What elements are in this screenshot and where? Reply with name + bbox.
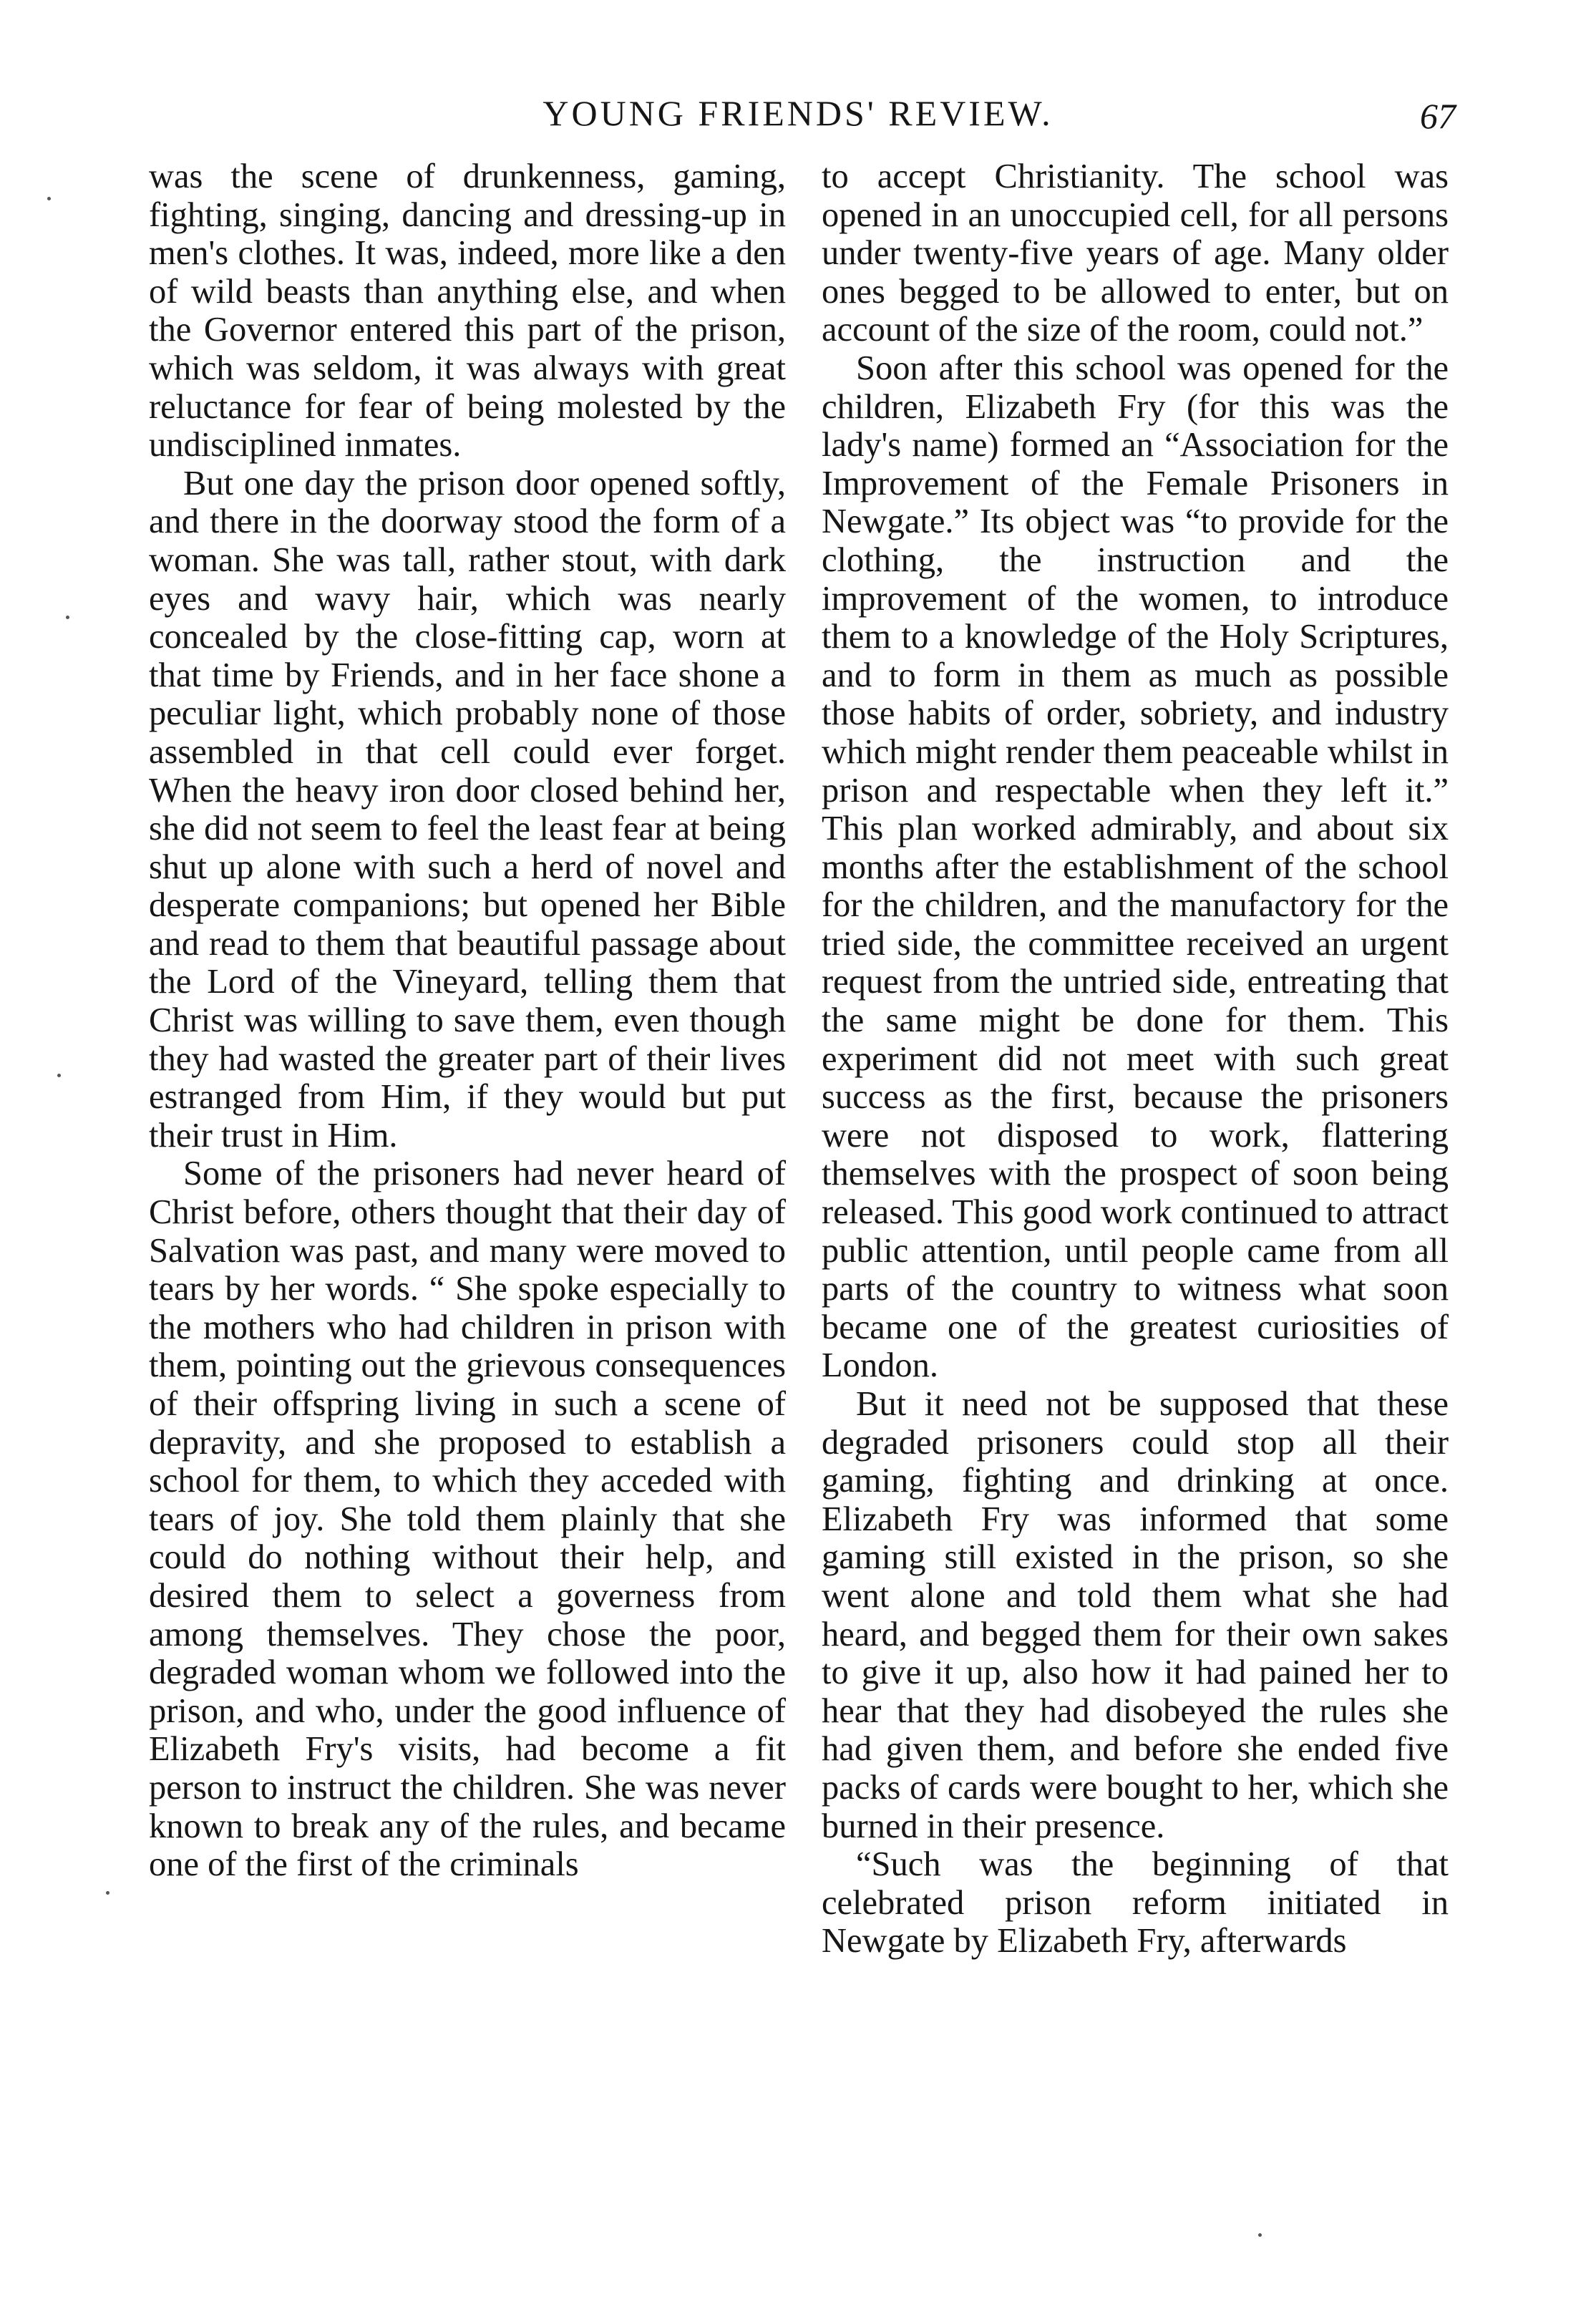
right-column — [822, 157, 1449, 1961]
page-header — [0, 92, 1596, 142]
paragraph: was the scene of drunkenness, gaming, fighting, singing, dancing and dressing-up in men's clothes. It was, indeed, more like a den of wild beasts than anything else, and when the Governor entered this part of the prison, which was seldom, it was always with great reluctance for fear of being molested by the undisciplined inmates. — [149, 157, 786, 465]
margin-speck — [66, 616, 69, 619]
paragraph: Some of the prisoners had never heard of Christ before, others thought that their day of Salvation was past, and many were moved to tears by her words. “ She spoke especially to the mothers who had children in prison with them, pointing out the grievous consequences of their offspring living in such a scene of depravity, and she proposed to establish a school for them, to which they acceded with tears of joy. She told them plainly that she could do nothing without their help, and desired them to select a governess from among themselves. They chose the poor, degraded woman whom we followed into the prison, and who, under the good influence of Elizabeth Fry's visits, had become a fit person to instruct the children. She was never known to break any of the rules, and became one of the first of the criminals — [149, 1155, 786, 1884]
paragraph: “Such was the beginning of that celebrated prison reform initiated in Newgate by Elizabeth Fry, afterwards — [822, 1845, 1449, 1961]
running-title: YOUNG FRIENDS' REVIEW. — [542, 93, 1054, 133]
margin-speck — [1258, 2233, 1262, 2237]
paragraph: Soon after this school was opened for the children, Elizabeth Fry (for this was the lady's name) formed an “Association for the Improvement of the Female Prisoners in Newgate.” Its object was “to provide for the clothing, the instruction and the improvement of the women, to introduce them to a knowledge of the Holy Scriptures, and to form in them as much as possible those habits of order, sobriety, and industry which might render them peaceable whilst in prison and respectable when they left it.” This plan worked admirably, and about six months after the establishment of the school for the children, and the manufactory for the tried side, the committee received an urgent request from the untried side, entreating that the same might be done for them. This experiment did not meet with such great success as the first, because the prisoners were not disposed to work, flattering themselves with the prospect of soon being released. This good work continued to attract public attention, until people came from all parts of the country to witness what soon became one of the greatest curiosities of London. — [822, 349, 1449, 1385]
page-number: 67 — [1420, 96, 1456, 136]
paragraph: But it need not be supposed that these degraded prisoners could stop all their gaming, fighting and drinking at once. Elizabeth Fry was informed that some gaming still existed in the prison, so she went alone and told them what she had heard, and begged them for their own sakes to give it up, also how it had pained her to hear that they had disobeyed the rules she had given them, and before she ended five packs of cards were bought to her, which she burned in their presence. — [822, 1385, 1449, 1845]
margin-speck — [47, 197, 51, 200]
margin-speck — [57, 1074, 61, 1077]
margin-speck — [106, 1891, 110, 1895]
paragraph: to accept Christianity. The school was opened in an unoccupied cell, for all persons under twenty-five years of age. Many older ones begged to be allowed to enter, but on account of the size of the room, could not.” — [822, 157, 1449, 349]
paragraph: But one day the prison door opened softly, and there in the doorway stood the form of a woman. She was tall, rather stout, with dark eyes and wavy hair, which was nearly concealed by the close-fitting cap, worn at that time by Friends, and in her face shone a peculiar light, which probably none of those assembled in that cell could ever forget. When the heavy iron door closed behind her, she did not seem to feel the least fear at being shut up alone with such a herd of novel and desperate companions; but opened her Bible and read to them that beautiful passage about the Lord of the Vineyard, telling them that Christ was willing to save them, even though they had wasted the greater part of their lives estranged from Him, if they would but put their trust in Him. — [149, 464, 786, 1155]
left-column — [149, 157, 786, 1884]
